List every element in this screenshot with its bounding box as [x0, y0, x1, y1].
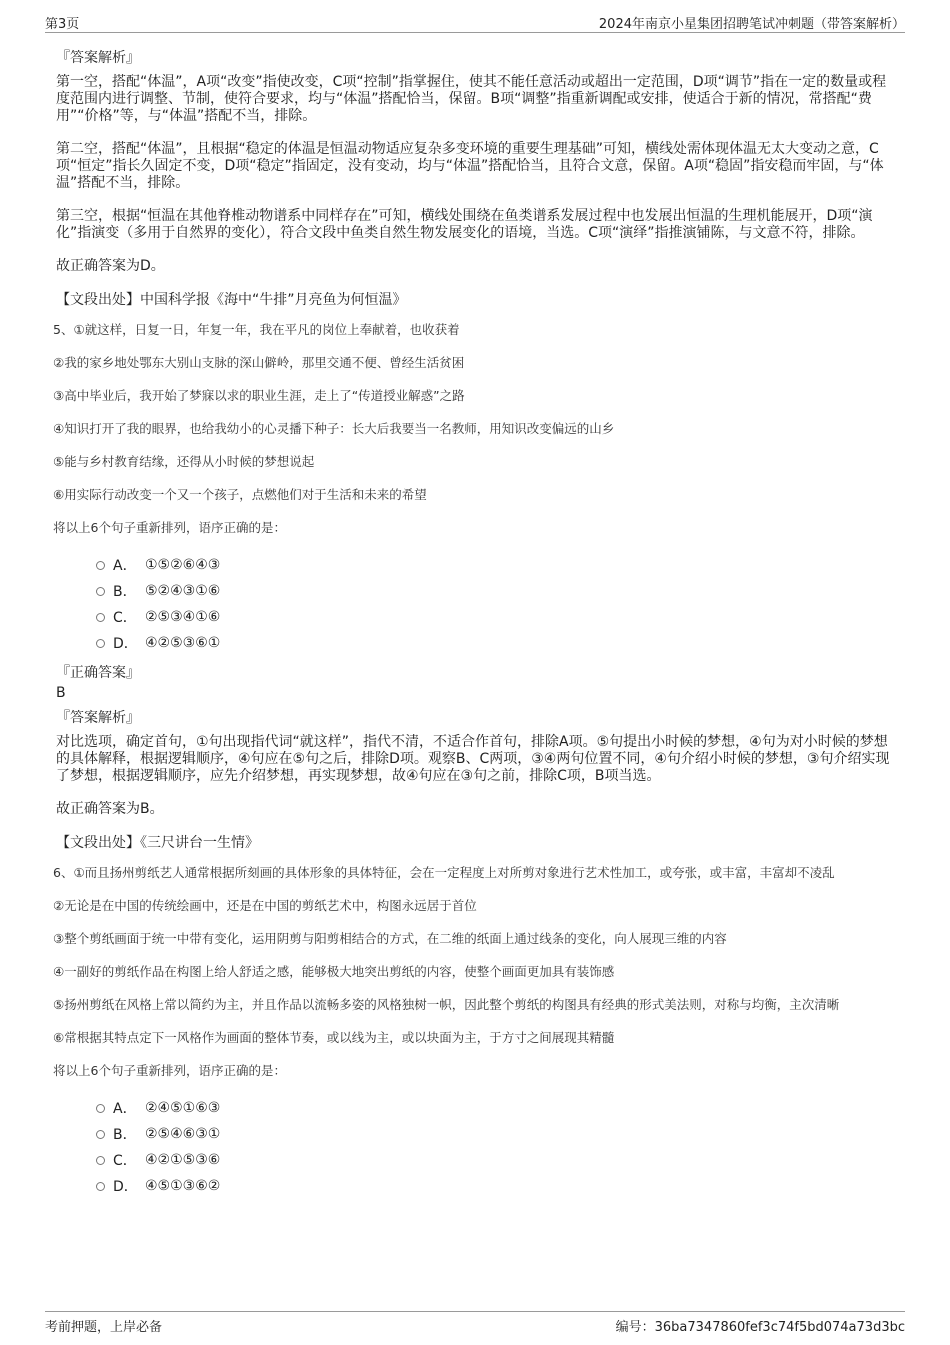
option-letter: D．	[113, 1179, 138, 1195]
option-list	[96, 1095, 898, 1199]
radio-icon[interactable]	[96, 587, 105, 596]
radio-icon[interactable]	[96, 1156, 105, 1165]
question-5	[53, 321, 898, 852]
source-citation: 【文段出处】《三尺讲台一生情》	[56, 835, 259, 851]
question-sentence: ③高中毕业后，我开始了梦寐以求的职业生涯，走上了“传道授业解惑”之路	[53, 388, 465, 403]
document-id: 编号：36ba7347860fef3c74f5bd074a73d3bc	[615, 1320, 905, 1335]
source-citation: 【文段出处】中国科学报《海中“牛排”月亮鱼为何恒温》	[56, 292, 407, 308]
radio-icon[interactable]	[96, 639, 105, 648]
option-letter: A．	[113, 1101, 137, 1117]
option-letter: B．	[113, 584, 137, 600]
radio-icon[interactable]	[96, 1104, 105, 1113]
option-letter: C．	[113, 610, 137, 626]
analysis-label: 『答案解析』	[56, 50, 140, 66]
radio-icon[interactable]	[96, 613, 105, 622]
radio-icon[interactable]	[96, 561, 105, 570]
question-sentence: ⑤能与乡村教育结缘，还得从小时候的梦想说起	[53, 454, 315, 469]
question-sentence: ②我的家乡地处鄂东大别山支脉的深山僻岭，那里交通不便、曾经生活贫困	[53, 355, 465, 370]
analysis-paragraph: 第一空，搭配“体温”，A项“改变”指使改变，C项“控制”指掌握住，使其不能任意活动或超出一定范围，D项“调节”指在一定的数量或程度范围内进行调整、节制，使符合要求，均与“体温”搭配恰当，保留。B项“调整”指重新调配或安排，使适合于新的情况，常搭配“费用”“价格”等，与“体温”搭配不当，排除。	[56, 74, 887, 124]
option-b[interactable]	[96, 578, 898, 604]
option-letter: D．	[113, 636, 138, 652]
option-letter: B．	[113, 1127, 137, 1143]
option-list	[96, 552, 898, 656]
page-number: 第3页	[45, 17, 80, 32]
radio-icon[interactable]	[96, 1130, 105, 1139]
option-a[interactable]	[96, 552, 898, 578]
correct-answer-statement: 故正确答案为D。	[56, 258, 165, 274]
question-prompt: 将以上6个句子重新排列，语序正确的是：	[53, 1063, 286, 1078]
question-6	[53, 864, 898, 1199]
option-a[interactable]	[96, 1095, 898, 1121]
analysis-label: 『答案解析』	[56, 710, 140, 726]
footer-slogan: 考前押题，上岸必备	[45, 1320, 163, 1335]
correct-answer-statement: 故正确答案为B。	[56, 801, 164, 817]
question-sentence: ④知识打开了我的眼界，也给我幼小的心灵播下种子：长大后我要当一名教师，用知识改变偏远的山乡	[53, 421, 615, 436]
analysis-paragraph: 对比选项，确定首句，①句出现指代词“就这样”，指代不清，不适合作首句，排除A项。⑤句提出小时候的梦想，④句为对小时候的梦想的具体解释，根据逻辑顺序，④句应在⑤句之后，排除D项。观察B、C两项，③④两句位置不同，④句介绍小时候的梦想，③句介绍实现了梦想，根据逻辑顺序，应先介绍梦想，再实现梦想，故④句应在③句之前，排除C项，B项当选。	[56, 734, 890, 784]
question-prompt: 将以上6个句子重新排列，语序正确的是：	[53, 520, 286, 535]
question-sentence: ⑥常根据其特点定下一风格作为画面的整体节奏，或以线为主，或以块面为主，于方寸之间展现其精髓	[53, 1030, 615, 1045]
question-sentence: 5、①就这样，日复一日，年复一年，我在平凡的岗位上奉献着，也收获着	[53, 322, 460, 337]
option-text: ②⑤③④①⑥	[145, 609, 221, 625]
question-sentence: ③整个剪纸画面于统一中带有变化，运用阴剪与阳剪相结合的方式，在二维的纸面上通过线条的变化，向人展现三维的内容	[53, 931, 727, 946]
option-d[interactable]	[96, 630, 898, 656]
option-text: ②④⑤①⑥③	[145, 1100, 221, 1116]
analysis-paragraph: 第二空，搭配“体温”，且根据“稳定的体温是恒温动物适应复杂多变环境的重要生理基础”可知，横线处需体现体温无太大变动之意，C项“恒定”指长久固定不变，D项“稳定”指固定，没有变动，均与“体温”搭配恰当，且符合文意，保留。A项“稳固”指安稳而牢固，与“体温”搭配不当，排除。	[56, 141, 884, 191]
option-text: ②⑤④⑥③①	[145, 1126, 221, 1142]
option-c[interactable]	[96, 604, 898, 630]
radio-icon[interactable]	[96, 1182, 105, 1191]
page-header	[45, 10, 905, 33]
option-c[interactable]	[96, 1147, 898, 1173]
option-text: ④②⑤③⑥①	[145, 635, 221, 651]
option-text: ①⑤②⑥④③	[145, 557, 221, 573]
question-sentence: ②无论是在中国的传统绘画中，还是在中国的剪纸艺术中，构图永远居于首位	[53, 898, 477, 913]
analysis-paragraph: 第三空，根据“恒温在其他脊椎动物谱系中同样存在”可知，横线处围绕在鱼类谱系发展过程中也发展出恒温的生理机能展开，D项“演化”指演变（多用于自然界的变化），符合文段中鱼类自然生物发展变化的语境，当选。C项“演绎”指推演铺陈，与文意不符，排除。	[56, 208, 873, 241]
option-letter: C．	[113, 1153, 137, 1169]
option-d[interactable]	[96, 1173, 898, 1199]
option-text: ④②①⑤③⑥	[145, 1152, 221, 1168]
question-sentence: ⑥用实际行动改变一个又一个孩子，点燃他们对于生活和未来的希望	[53, 487, 427, 502]
option-letter: A．	[113, 558, 137, 574]
document-title: 2024年南京小星集团招聘笔试冲刺题（带答案解析）	[598, 17, 905, 32]
question-sentence: ⑤扬州剪纸在风格上常以简约为主，并且作品以流畅多姿的风格独树一帜，因此整个剪纸的构图具有经典的形式美法则，对称与均衡，主次清晰	[53, 997, 840, 1012]
option-text: ⑤②④③①⑥	[145, 583, 221, 599]
question-sentence: 6、①而且扬州剪纸艺人通常根据所刻画的具体形象的具体特征，会在一定程度上对所剪对象进行艺术性加工，或夸张，或丰富，丰富却不凌乱	[53, 865, 835, 880]
correct-answer: B	[56, 685, 66, 701]
option-text: ④⑤①③⑥②	[145, 1178, 221, 1194]
question-sentence: ④一副好的剪纸作品在构图上给人舒适之感，能够极大地突出剪纸的内容，使整个画面更加具有装饰感	[53, 964, 615, 979]
option-b[interactable]	[96, 1121, 898, 1147]
correct-answer-label: 『正确答案』	[56, 665, 140, 681]
page-footer	[45, 1311, 905, 1340]
page-content	[53, 42, 898, 1207]
